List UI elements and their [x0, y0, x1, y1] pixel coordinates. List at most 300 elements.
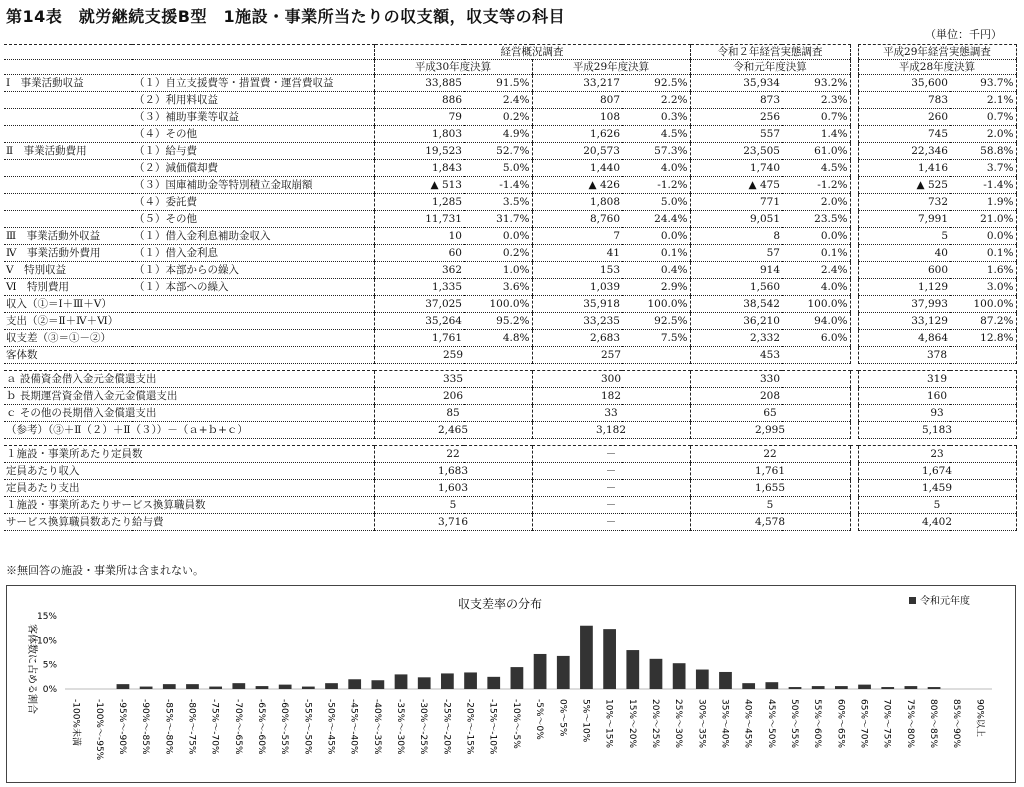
column-gap: [850, 262, 858, 279]
table-cell: 319: [858, 371, 1016, 388]
table-row: [4, 245, 1016, 262]
chart-bar: [117, 684, 130, 689]
table-row: [4, 296, 1016, 313]
table-cell: 1,603: [374, 480, 532, 497]
row-label: 定員あたり支出: [4, 480, 374, 497]
table-cell: 1,761: [374, 330, 464, 347]
table-cell: 100.0%: [782, 296, 850, 313]
column-gap: [850, 177, 858, 194]
table-cell: 378: [858, 347, 1016, 364]
row-group-label: [4, 126, 132, 143]
x-tick-label: 65%～70%: [858, 699, 869, 749]
chart-bar: [325, 683, 338, 689]
table-cell: 1,416: [858, 160, 950, 177]
table-cell: 87.2%: [950, 313, 1016, 330]
table-cell: 35,918: [532, 296, 622, 313]
table-cell: 4.5%: [622, 126, 690, 143]
table-cell: 783: [858, 92, 950, 109]
row-label: ｃ その他の長期借入金償還支出: [4, 405, 374, 422]
table-row: [4, 143, 1016, 160]
table-cell: 873: [690, 92, 782, 109]
table-cell: 60: [374, 245, 464, 262]
table-cell: 807: [532, 92, 622, 109]
row-sub-label: （４）その他: [132, 126, 374, 143]
table-cell: 7: [532, 228, 622, 245]
table-cell: ▲ 475: [690, 177, 782, 194]
x-tick-label: 10%～15%: [603, 699, 614, 749]
table-cell: 0.0%: [464, 228, 532, 245]
table-cell: 7.5%: [622, 330, 690, 347]
table-cell: 1.6%: [950, 262, 1016, 279]
table-cell: 92.5%: [622, 313, 690, 330]
table-row: [4, 347, 1016, 364]
chart-bar: [418, 677, 431, 689]
table-cell: 0.2%: [464, 109, 532, 126]
x-tick-label: -65%～-60%: [255, 699, 266, 755]
x-tick-label: -70%～-65%: [232, 699, 243, 755]
chart-bar: [557, 656, 570, 689]
x-tick-label: -30%～-25%: [418, 699, 429, 755]
table-row: [4, 262, 1016, 279]
column-gap: [850, 463, 858, 480]
table-row: [4, 405, 1016, 422]
table-cell: 1,560: [690, 279, 782, 296]
table-cell: 2.2%: [622, 92, 690, 109]
x-tick-label: -5%～0%: [534, 699, 545, 740]
table-row: [4, 388, 1016, 405]
x-tick-label: 35%～40%: [719, 699, 730, 749]
y-tick-label: 5%: [42, 660, 57, 671]
row-sub-label: （１）本部への繰入: [132, 279, 374, 296]
table-cell: 22: [374, 446, 532, 463]
unit-label: （単位：千円）: [925, 28, 1002, 41]
table-cell: 0.1%: [622, 245, 690, 262]
table-cell: 4,402: [858, 514, 1016, 531]
row-group-label: [4, 92, 132, 109]
column-gap: [850, 126, 858, 143]
x-tick-label: -10%～-5%: [510, 699, 521, 749]
table-cell: 12.8%: [950, 330, 1016, 347]
table-cell: 38,542: [690, 296, 782, 313]
table-cell: 7,991: [858, 211, 950, 228]
row-group-label: Ⅲ 事業活動外収益: [4, 228, 132, 245]
x-tick-label: -55%～-50%: [302, 699, 313, 755]
table-row: [4, 228, 1016, 245]
table-cell: 5,183: [858, 422, 1016, 439]
x-tick-label: 20%～25%: [649, 699, 660, 749]
table-cell: 61.0%: [782, 143, 850, 160]
y-tick-label: 10%: [36, 636, 57, 647]
x-tick-label: 40%～45%: [742, 699, 753, 749]
table-cell: 1,440: [532, 160, 622, 177]
table-cell: 1,459: [858, 480, 1016, 497]
table-cell: 93.2%: [782, 75, 850, 92]
table-cell: 40: [858, 245, 950, 262]
table-cell: 91.5%: [464, 75, 532, 92]
column-gap: [850, 160, 858, 177]
table-cell: 1.4%: [782, 126, 850, 143]
table-cell: 600: [858, 262, 950, 279]
table-cell: 23: [858, 446, 1016, 463]
row-group-label: Ⅴ 特別収益: [4, 262, 132, 279]
x-tick-label: 55%～60%: [812, 699, 823, 749]
table-cell: 2.9%: [622, 279, 690, 296]
table-cell: 31.7%: [464, 211, 532, 228]
x-tick-label: 60%～65%: [835, 699, 846, 749]
chart-bar: [511, 667, 524, 689]
table-cell: 33,129: [858, 313, 950, 330]
table-cell: 8: [690, 228, 782, 245]
table-cell: 4,864: [858, 330, 950, 347]
table-cell: 2.4%: [782, 262, 850, 279]
column-gap: [850, 92, 858, 109]
column-gap: [850, 347, 858, 364]
x-tick-label: -75%～-70%: [209, 699, 220, 755]
table-cell: －: [532, 514, 690, 531]
table-cell: 1,039: [532, 279, 622, 296]
table-row: [4, 422, 1016, 439]
x-tick-label: 15%～20%: [626, 699, 637, 749]
column-gap: [850, 194, 858, 211]
table-cell: 1,626: [532, 126, 622, 143]
row-sub-label: （２）利用料収益: [132, 92, 374, 109]
table-cell: 745: [858, 126, 950, 143]
table-cell: 771: [690, 194, 782, 211]
table-cell: 0.7%: [782, 109, 850, 126]
table-spacer: [4, 364, 1016, 371]
table-cell: 0.4%: [622, 262, 690, 279]
table-cell: 1,683: [374, 463, 532, 480]
chart-bar: [534, 654, 547, 689]
x-tick-label: 45%～50%: [765, 699, 776, 749]
row-sub-label: （４）委託費: [132, 194, 374, 211]
table-cell: 1,803: [374, 126, 464, 143]
chart-bar: [348, 679, 361, 689]
table-cell: 2,465: [374, 422, 532, 439]
table-cell: 1,761: [690, 463, 850, 480]
row-group-label: [4, 109, 132, 126]
x-tick-label: -40%～-35%: [371, 699, 382, 755]
table-cell: 36,210: [690, 313, 782, 330]
table-cell: 0.0%: [950, 228, 1016, 245]
table-cell: 886: [374, 92, 464, 109]
table-cell: 5: [858, 497, 1016, 514]
table-cell: 93: [858, 405, 1016, 422]
row-sub-label: （１）借入金利息補助金収入: [132, 228, 374, 245]
table-cell: 11,731: [374, 211, 464, 228]
column-gap: [850, 296, 858, 313]
row-sub-label: （３）補助事業等収益: [132, 109, 374, 126]
chart-bar: [302, 687, 315, 689]
row-sub-label: （１）借入金利息: [132, 245, 374, 262]
column-gap: [850, 228, 858, 245]
x-tick-label: -90%～-85%: [140, 699, 151, 755]
table-cell: 362: [374, 262, 464, 279]
table-cell: 20,573: [532, 143, 622, 160]
table-cell: 92.5%: [622, 75, 690, 92]
financial-table: [4, 44, 1017, 531]
column-gap: [850, 279, 858, 296]
y-axis-label: 客体数に占める割合: [26, 624, 37, 714]
table-cell: －: [532, 463, 690, 480]
row-group-label: [4, 211, 132, 228]
table-cell: 2,683: [532, 330, 622, 347]
table-cell: 1,843: [374, 160, 464, 177]
table-cell: 5: [374, 497, 532, 514]
table-cell: 35,600: [858, 75, 950, 92]
table-cell: 100.0%: [464, 296, 532, 313]
x-tick-label: 30%～35%: [696, 699, 707, 749]
table-cell: 2.0%: [782, 194, 850, 211]
table-cell: 8,760: [532, 211, 622, 228]
table-cell: 1,285: [374, 194, 464, 211]
table-row: [4, 160, 1016, 177]
header-col-h28: 平成28年度決算: [858, 60, 1016, 75]
table-cell: 1.9%: [950, 194, 1016, 211]
table-cell: 0.1%: [782, 245, 850, 262]
chart-bar: [371, 680, 384, 689]
table-cell: 557: [690, 126, 782, 143]
column-gap: [850, 330, 858, 347]
table-cell: ▲ 426: [532, 177, 622, 194]
table-cell: 5.0%: [464, 160, 532, 177]
header-col-h29: 平成29年度決算: [532, 60, 690, 75]
table-cell: 182: [532, 388, 690, 405]
table-cell: -1.4%: [464, 177, 532, 194]
table-cell: 5: [858, 228, 950, 245]
distribution-chart: [6, 585, 1016, 783]
chart-svg: [7, 586, 1015, 782]
x-tick-label: -80%～-75%: [186, 699, 197, 755]
table-cell: 914: [690, 262, 782, 279]
row-group-label: [4, 177, 132, 194]
row-group-label: Ⅱ 事業活動費用: [4, 143, 132, 160]
table-cell: 23,505: [690, 143, 782, 160]
table-cell: 1,674: [858, 463, 1016, 480]
table-cell: 57.3%: [622, 143, 690, 160]
table-cell: 3,716: [374, 514, 532, 531]
chart-bar: [858, 685, 871, 689]
column-gap: [850, 514, 858, 531]
chart-bar: [673, 663, 686, 689]
x-tick-label: -85%～-80%: [163, 699, 174, 755]
x-tick-label: 25%～30%: [673, 699, 684, 749]
row-sub-label: （３）国庫補助金等特別積立金取崩額: [132, 177, 374, 194]
row-group-label: Ⅳ 事業活動外費用: [4, 245, 132, 262]
table-cell: 22,346: [858, 143, 950, 160]
table-cell: 3.6%: [464, 279, 532, 296]
x-tick-label: -35%～-30%: [395, 699, 406, 755]
table-cell: 35,264: [374, 313, 464, 330]
table-row: [4, 463, 1016, 480]
table-row: [4, 497, 1016, 514]
page-title: 第14表 就労継続支援B型 1施設・事業所当たりの収支額，収支等の科目: [6, 7, 566, 26]
table-cell: 33,217: [532, 75, 622, 92]
spacer-cell: [4, 364, 1016, 371]
table-row: [4, 371, 1016, 388]
table-cell: 206: [374, 388, 532, 405]
table-cell: 22: [690, 446, 850, 463]
table-cell: 52.7%: [464, 143, 532, 160]
header-group-survey: 経営概況調査: [374, 45, 690, 60]
table-cell: 33,235: [532, 313, 622, 330]
table-cell: 5.0%: [622, 194, 690, 211]
x-tick-label: -20%～-15%: [464, 699, 475, 755]
table-cell: 1,808: [532, 194, 622, 211]
x-tick-label: -25%～-20%: [441, 699, 452, 755]
row-label: １施設・事業所あたり定員数: [4, 446, 374, 463]
column-gap: [850, 371, 858, 388]
table-row: [4, 279, 1016, 296]
table-cell: 4.0%: [782, 279, 850, 296]
row-label: 支出（②＝Ⅱ＋Ⅳ＋Ⅵ）: [4, 313, 374, 330]
column-gap: [850, 75, 858, 92]
header-group-h29: 平成29年経営実態調査: [858, 45, 1016, 60]
table-row: [4, 446, 1016, 463]
row-sub-label: （１）自立支援費等・措置費・運営費収益: [132, 75, 374, 92]
row-sub-label: （１）給与費: [132, 143, 374, 160]
table-cell: 732: [858, 194, 950, 211]
chart-bar: [928, 687, 941, 689]
column-gap: [850, 497, 858, 514]
table-cell: 9,051: [690, 211, 782, 228]
x-tick-label: -50%～-45%: [325, 699, 336, 755]
row-label: （参考）（③＋Ⅱ（２）＋Ⅱ（３））－（ａ+ｂ+ｃ）: [4, 422, 374, 439]
chart-bar: [209, 687, 222, 689]
table-cell: 37,025: [374, 296, 464, 313]
legend-swatch: [909, 597, 916, 604]
table-cell: 3.5%: [464, 194, 532, 211]
table-cell: 259: [374, 347, 532, 364]
table-cell: 208: [690, 388, 850, 405]
table-row: [4, 211, 1016, 228]
chart-bar: [719, 672, 732, 689]
table-cell: 256: [690, 109, 782, 126]
chart-bar: [696, 670, 709, 689]
table-cell: 0.1%: [950, 245, 1016, 262]
chart-bar: [812, 686, 825, 689]
table-cell: 2.3%: [782, 92, 850, 109]
table-row: [4, 92, 1016, 109]
row-group-label: Ⅵ 特別費用: [4, 279, 132, 296]
table-cell: 33,885: [374, 75, 464, 92]
chart-bar: [464, 672, 477, 689]
table-cell: -1.2%: [782, 177, 850, 194]
table-cell: -1.2%: [622, 177, 690, 194]
table-cell: 2.0%: [950, 126, 1016, 143]
chart-bar: [140, 687, 153, 689]
x-tick-label: -95%～-90%: [116, 699, 127, 755]
x-tick-label: 75%～80%: [904, 699, 915, 749]
table-cell: 1,335: [374, 279, 464, 296]
x-tick-label: 80%～85%: [928, 699, 939, 749]
table-cell: 4.9%: [464, 126, 532, 143]
table-cell: 95.2%: [464, 313, 532, 330]
chart-bar: [487, 677, 500, 689]
chart-bar: [580, 626, 593, 689]
column-gap: [850, 422, 858, 439]
table-row: [4, 177, 1016, 194]
table-cell: 100.0%: [622, 296, 690, 313]
header-col-r1: 令和元年度決算: [690, 60, 850, 75]
column-gap: [850, 388, 858, 405]
table-cell: 2,332: [690, 330, 782, 347]
row-label: 収入（①＝Ⅰ＋Ⅲ＋Ⅴ）: [4, 296, 374, 313]
table-cell: 260: [858, 109, 950, 126]
table-cell: －: [532, 480, 690, 497]
table-cell: 300: [532, 371, 690, 388]
y-tick-label: 0%: [42, 685, 57, 695]
table-cell: 0.7%: [950, 109, 1016, 126]
chart-bar: [789, 687, 802, 689]
column-gap: [850, 313, 858, 330]
table-cell: 4.8%: [464, 330, 532, 347]
x-tick-label: 85%～90%: [951, 699, 962, 749]
y-tick-label: 15%: [36, 612, 57, 622]
chart-bar: [186, 684, 199, 689]
row-label: ｂ 長期運営資金借入金元金償還支出: [4, 388, 374, 405]
row-sub-label: （１）本部からの繰入: [132, 262, 374, 279]
row-label: ａ 設備資金借入金元金償還支出: [4, 371, 374, 388]
x-tick-label: 70%～75%: [881, 699, 892, 749]
table-cell: 4,578: [690, 514, 850, 531]
header-group-r2: 令和２年経営実態調査: [690, 45, 850, 60]
table-cell: 0.2%: [464, 245, 532, 262]
table-cell: ▲ 525: [858, 177, 950, 194]
x-tick-label: 5%～10%: [580, 699, 591, 743]
chart-bar: [626, 650, 639, 689]
x-tick-label: 50%～55%: [789, 699, 800, 749]
chart-bar: [441, 673, 454, 689]
table-cell: －: [532, 497, 690, 514]
chart-bar: [163, 684, 176, 689]
table-cell: 4.5%: [782, 160, 850, 177]
table-cell: 2.1%: [950, 92, 1016, 109]
table-cell: 58.8%: [950, 143, 1016, 160]
column-gap: [850, 143, 858, 160]
table-cell: ▲ 513: [374, 177, 464, 194]
chart-bar: [881, 687, 894, 689]
table-row: [4, 480, 1016, 497]
column-gap: [850, 446, 858, 463]
chart-title: 収支差率の分布: [457, 597, 543, 611]
row-group-label: Ⅰ 事業活動収益: [4, 75, 132, 92]
row-sub-label: （２）減価償却費: [132, 160, 374, 177]
table-cell: -1.4%: [950, 177, 1016, 194]
table-cell: 5: [690, 497, 850, 514]
row-sub-label: （５）その他: [132, 211, 374, 228]
header-col-h30: 平成30年度決算: [374, 60, 532, 75]
table-row: [4, 313, 1016, 330]
table-cell: 1,655: [690, 480, 850, 497]
table-cell: 153: [532, 262, 622, 279]
table-cell: 37,993: [858, 296, 950, 313]
chart-bar: [742, 683, 755, 689]
table-cell: 160: [858, 388, 1016, 405]
column-gap: [850, 245, 858, 262]
row-label: 定員あたり収入: [4, 463, 374, 480]
table-cell: 2,995: [690, 422, 850, 439]
table-cell: 3,182: [532, 422, 690, 439]
row-label: 客体数: [4, 347, 374, 364]
legend-label: 令和元年度: [920, 596, 970, 607]
chart-bar: [256, 686, 269, 689]
table-cell: 1,740: [690, 160, 782, 177]
row-label: １施設・事業所あたりサービス換算職員数: [4, 497, 374, 514]
table-cell: 65: [690, 405, 850, 422]
x-tick-label: -60%～-55%: [279, 699, 290, 755]
table-cell: 257: [532, 347, 690, 364]
